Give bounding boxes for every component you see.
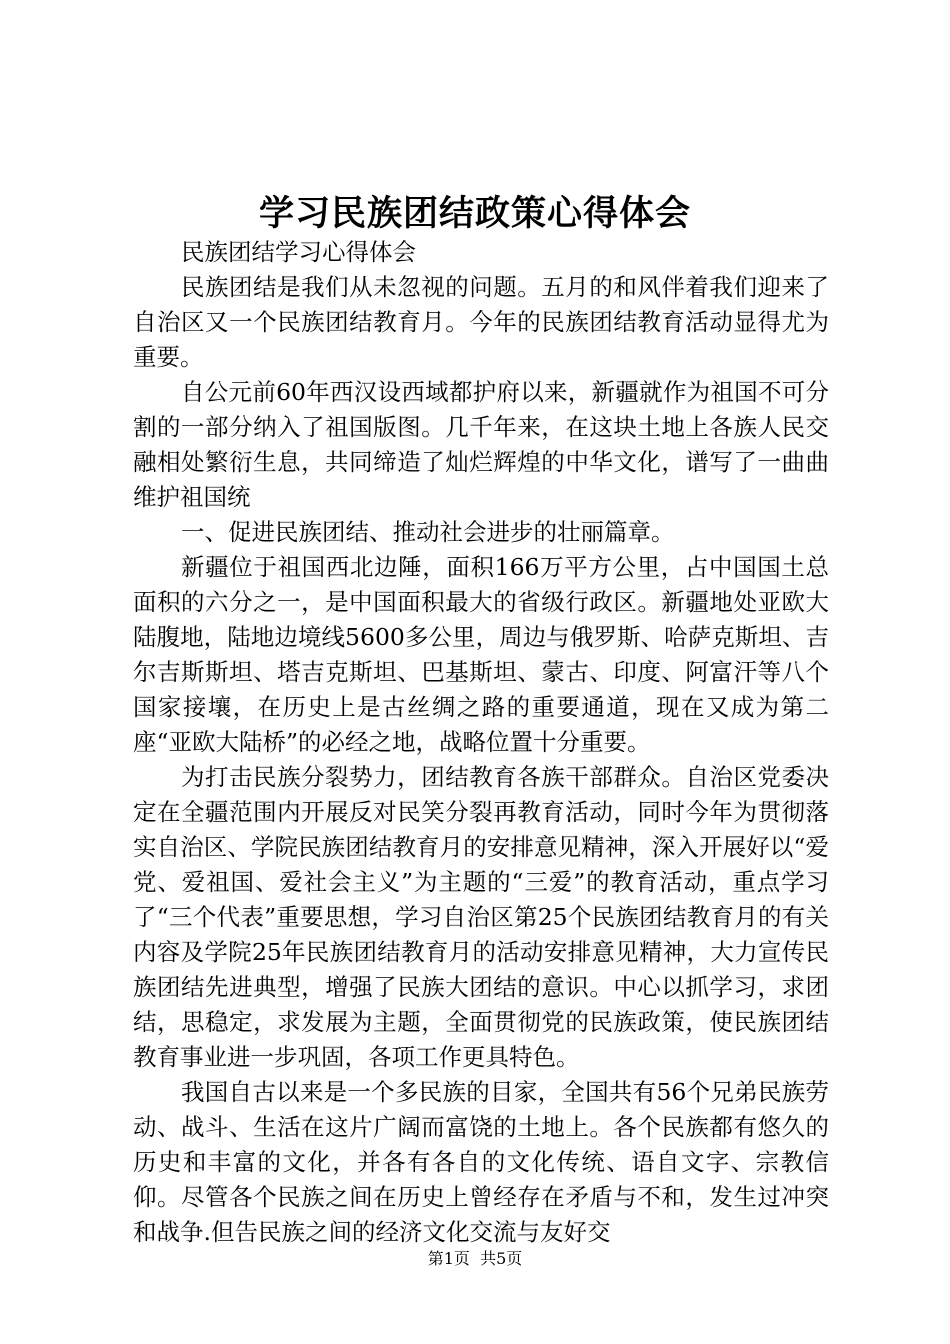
document-body [133,235,829,1250]
paragraph-education: 为打击民族分裂势力，团结教育各族干部群众。自治区党委决定在全疆范围内开展反对民笑分裂再教育活动，同时今年为贯彻落实自治区、学院民族团结教育月的安排意见精神，深入开展好以“爱党、爱祖国、爱社会主义”为主题的“三爱”的教育活动，重点学习了“三个代表”重要思想，学习自治区第25个民族团结教育月的有关内容及学院25年民族团结教育月的活动安排意见精神，大力宣传民族团结先进典型，增强了民族大团结的意识。中心以抓学习，求团结，思稳定，求发展为主题，全面贯彻党的民族政策，使民族团结教育事业进一步巩固，各项工作更具特色。 [133,763,829,1071]
paragraph-subtitle: 民族团结学习心得体会 [181,238,416,266]
paragraph-section-heading: 一、促进民族团结、推动社会进步的壮丽篇章。 [181,518,675,546]
paragraph-history: 自公元前60年西汉设西域都护府以来，新疆就作为祖国不可分割的一部分纳入了祖国版图。几千年来，在这块土地上各族人民交融相处繁衍生息，共同缔造了灿烂辉煌的中华文化，谱写了一曲曲维护祖国统 [133,378,829,511]
paragraph-nation: 我国自古以来是一个多民族的目家，全国共有56个兄弟民族劳动、战斗、生活在这片广阔而富饶的土地上。各个民族都有悠久的历史和丰富的文化，并各有各自的文化传统、语自文字、宗教信仰。尽管各个民族之间在历史上曾经存在矛盾与不和，发生过冲突和战争.但告民族之间的经济文化交流与友好交 [133,1078,829,1246]
page-title: 学习民族团结政策心得体会 [258,193,691,234]
paragraph-geography: 新疆位于祖国西北边陲，面积166万平方公里，占中国国土总面积的六分之一，是中国面积最大的省级行政区。新疆地处亚欧大陆腹地，陆地边境线5600多公里，周边与俄罗斯、哈萨克斯坦、吉尔吉斯斯坦、塔吉克斯坦、巴基斯坦、蒙古、印度、阿富汗等八个国家接壤，在历史上是古丝绸之路的重要通道，现在又成为第二座“亚欧大陆桥”的必经之地，战略位置十分重要。 [133,553,829,756]
page-footer: 第1页 共5页 [427,1249,523,1268]
paragraph-intro: 民族团结是我们从未忽视的问题。五月的和风伴着我们迎来了自治区又一个民族团结教育月。今年的民族团结教育活动显得尤为重要。 [133,273,829,371]
